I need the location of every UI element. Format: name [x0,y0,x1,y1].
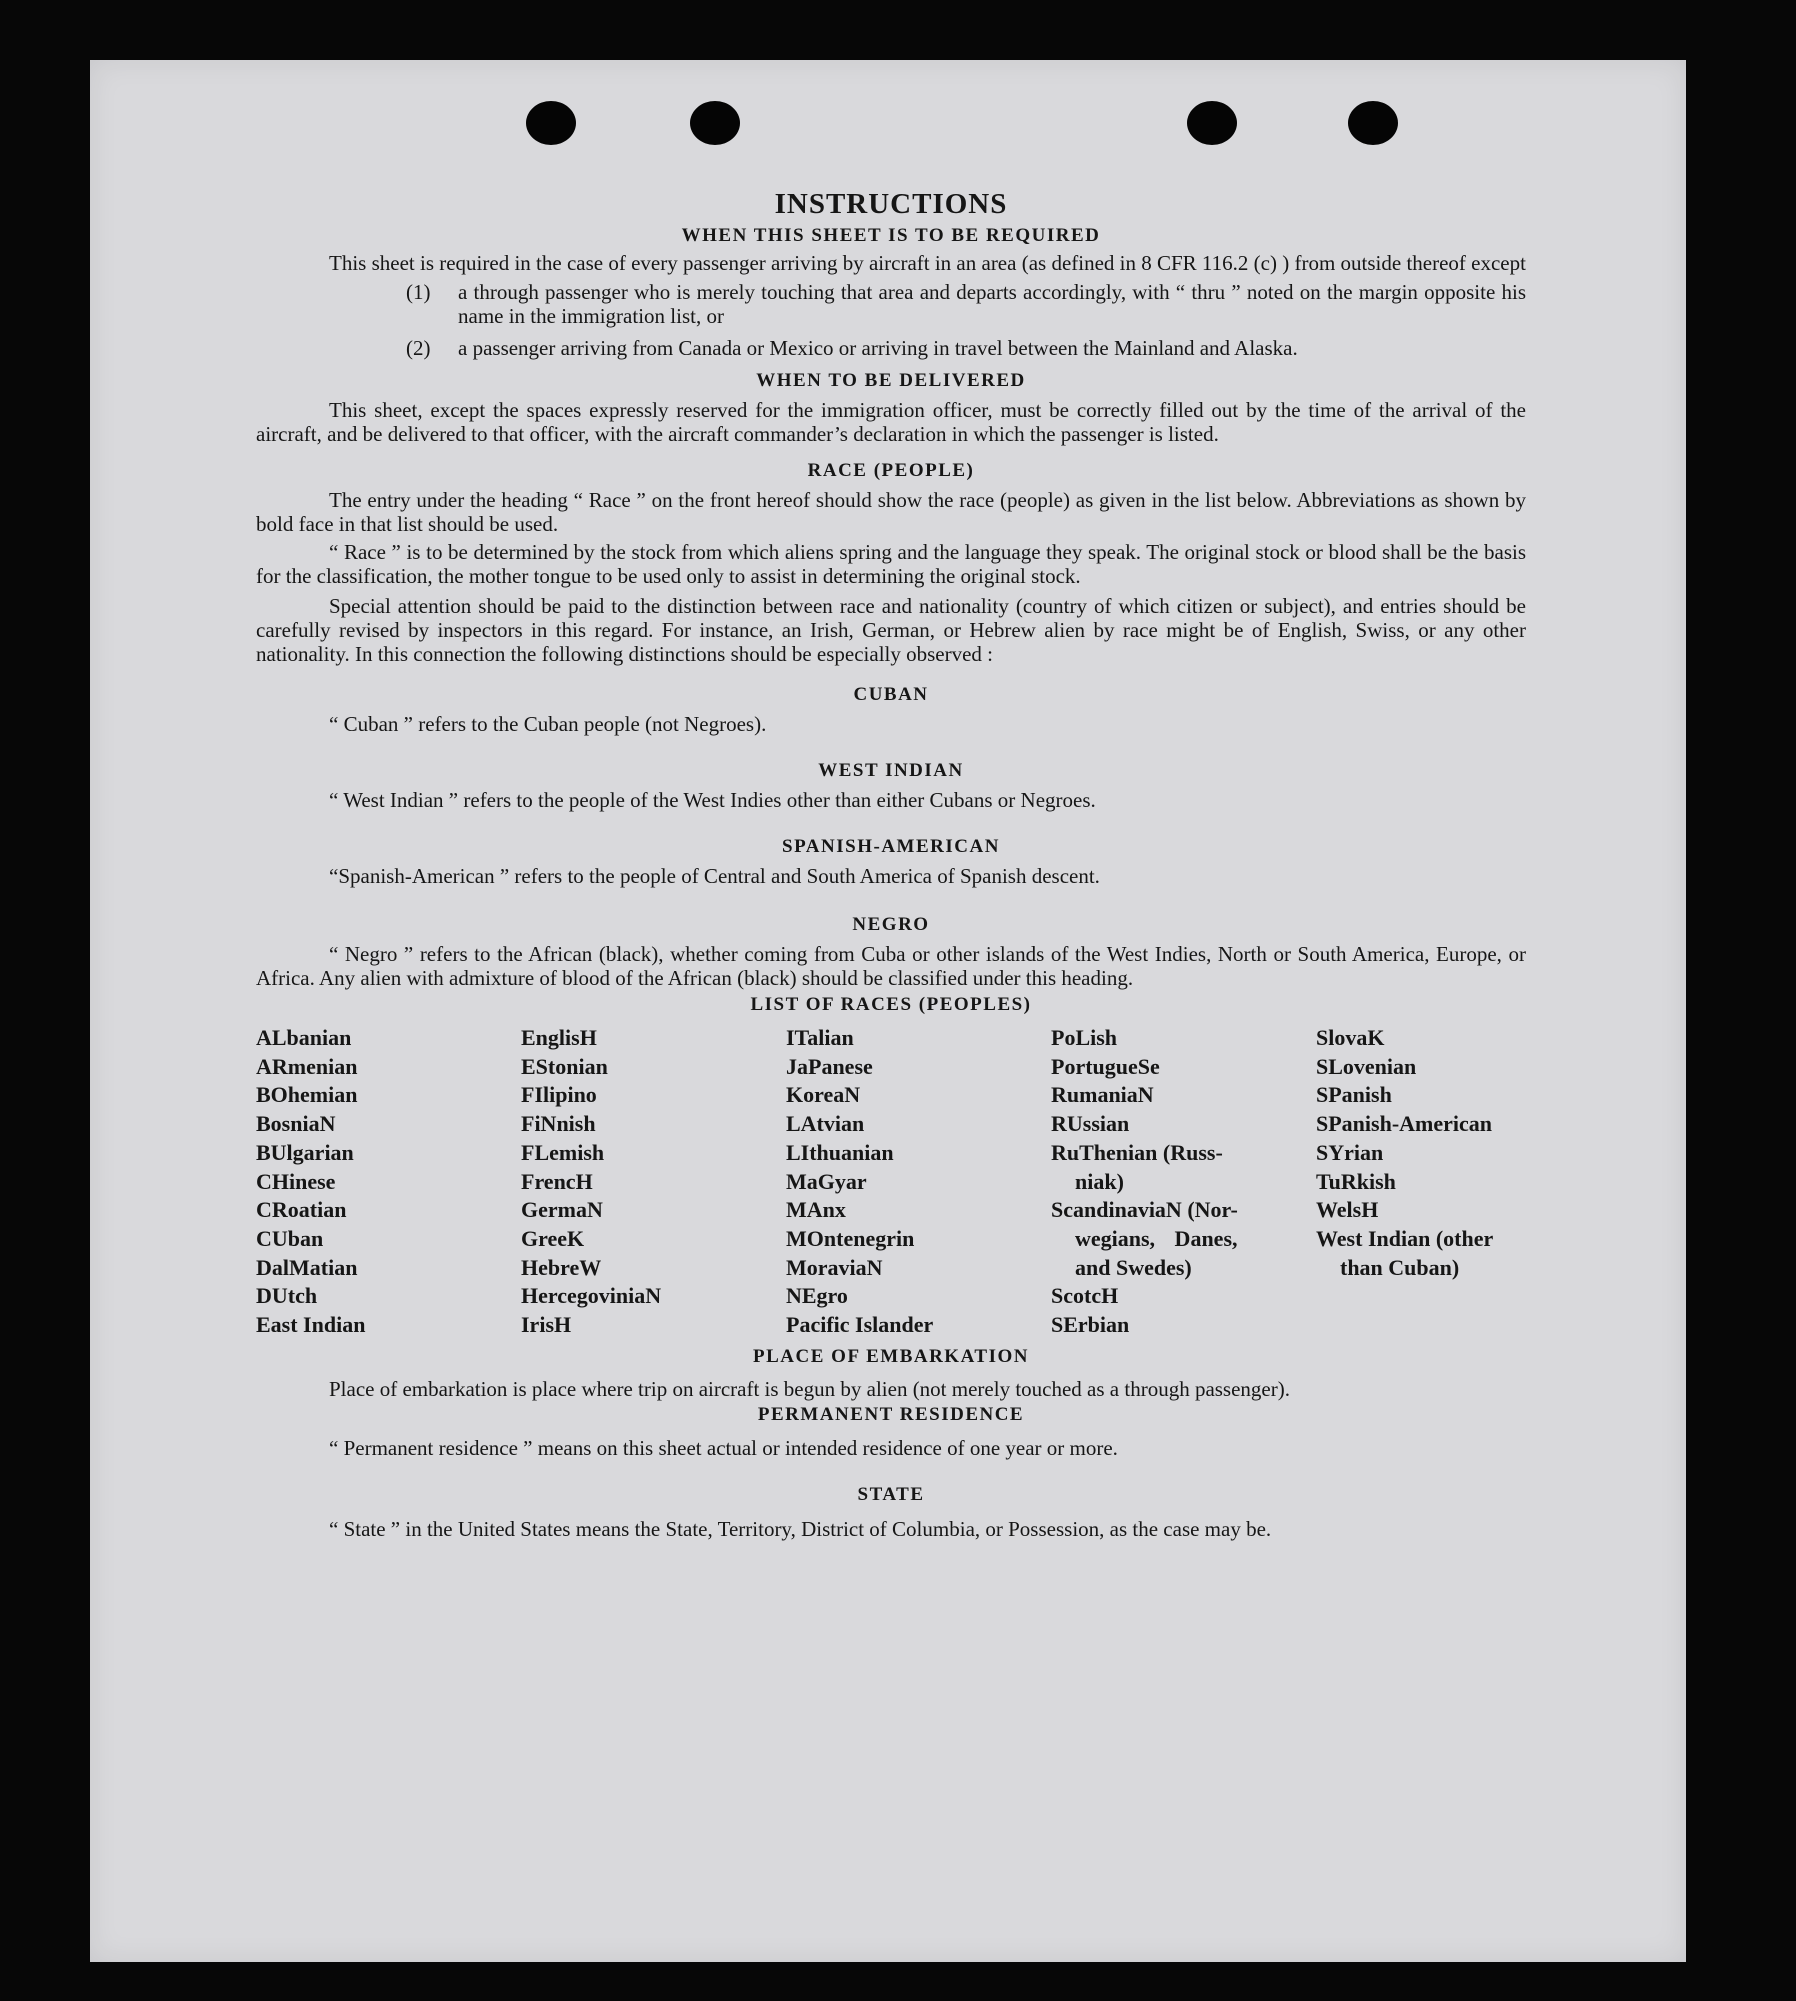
punch-hole-1 [526,101,576,145]
race-item: ITalian [786,1025,854,1050]
race-item: EStonian [521,1053,608,1079]
heading-state: STATE [857,1483,925,1505]
condition-2-text: a passenger arriving from Canada or Mexico or arriving in travel between the Mainland and Alaska. [458,336,1298,360]
race-item: DUtch [256,1283,318,1309]
race-item: BOhemian [256,1082,358,1108]
heading-when-delivered: WHEN TO BE DELIVERED [756,370,1026,391]
race-item: SLovenian [1316,1053,1417,1079]
race-item: BUlgarian [256,1139,354,1165]
punch-hole-2 [690,101,740,145]
state-text: “ State ” in the United States means the State, Territory, District of Columbia, or Possession, as the case may be. [329,1516,1272,1541]
race-item: DalMatian [256,1254,358,1280]
races-column-2 [521,1024,786,1340]
condition-1 [406,280,1526,328]
west-indian-text: “ West Indian ” refers to the people of the West Indies other than either Cubans or Negroes. [329,788,1096,812]
place-of-embarkation-text: Place of embarkation is place where trip on aircraft is begun by alien (not merely touched as a through passenger). [329,1376,1290,1401]
document-sheet [90,60,1686,1962]
when-delivered-text: This sheet, except the spaces expressly reserved for the immigration officer, must be correctly filled out by the time of the arrival of the aircraft, and be delivered to that officer, with the aircraft commander’s declaration in which the passenger is listed. [256,398,1526,446]
race-item: FLemish [521,1139,605,1165]
races-column-3 [786,1024,1051,1340]
page-title: INSTRUCTIONS [774,188,1008,220]
negro-text: “ Negro ” refers to the African (black), whether coming from Cuba or other islands of the West Indies, North or South America, Europe, or Africa. Any alien with admixture of blood of the African (black) should be classified under this heading. [256,942,1526,990]
race-item: MaGyar [786,1168,867,1194]
race-item: WelsH [1316,1197,1379,1223]
race-item: FiNnish [521,1111,596,1137]
heading-permanent-residence: PERMANENT RESIDENCE [757,1403,1025,1425]
race-item: East Indian [256,1312,366,1338]
condition-1-number: (1) [406,280,431,304]
race-item: JaPanese [786,1053,873,1079]
race-item: wegians, Danes, [1075,1225,1238,1251]
cuban-text: “ Cuban ” refers to the Cuban people (not Negroes). [329,712,767,736]
race-item: ScotcH [1051,1283,1119,1309]
race-item: RumaniaN [1051,1082,1154,1108]
heading-list-of-races: LIST OF RACES (PEOPLES) [750,994,1032,1015]
race-item: TuRkish [1316,1168,1396,1194]
race-item: SlovaK [1316,1025,1385,1050]
race-item: MAnx [786,1197,846,1223]
race-item: FIlipino [521,1082,597,1108]
race-item: CUban [256,1225,324,1251]
race-item: SPanish-American [1316,1111,1492,1137]
race-item: SErbian [1051,1312,1130,1338]
race-item: Pacific Islander [786,1312,934,1338]
race-item: MOntenegrin [786,1225,915,1251]
condition-2-number: (2) [406,336,431,360]
heading-race: RACE (PEOPLE) [807,460,975,481]
race-item: HebreW [521,1254,602,1280]
races-column-4 [1051,1024,1316,1340]
permanent-residence-text: “ Permanent residence ” means on this sheet actual or intended residence of one year or more. [329,1435,1118,1460]
race-item: RUssian [1051,1111,1130,1137]
heading-when-required: WHEN THIS SHEET IS TO BE REQUIRED [681,225,1101,246]
race-item: SYrian [1316,1139,1384,1165]
race-item: NEgro [786,1283,848,1309]
race-item: than Cuban) [1340,1254,1460,1280]
race-paragraph-3: Special attention should be paid to the distinction between race and nationality (country of which citizen or subject), and entries should be carefully revised by inspectors in this regard. For instance, an Irish, German, or Hebrew alien by race might be of English, Swiss, or any other nationality. In this connection the following distinctions should be especially observed : [256,594,1526,666]
document-content [256,188,1526,1544]
race-item: West Indian (other [1316,1225,1494,1251]
race-paragraph-1: The entry under the heading “ Race ” on the front hereof should show the race (people) as given in the list below. Abbreviations as shown by bold face in that list should be used. [256,488,1526,536]
heading-west-indian: WEST INDIAN [818,760,964,781]
race-item: GermaN [521,1197,603,1223]
race-item: LIthuanian [786,1139,894,1165]
spanish-american-text: “Spanish-American ” refers to the people of Central and South America of Spanish descent. [329,864,1100,888]
race-item: CRoatian [256,1197,347,1223]
race-item: PoLish [1051,1025,1118,1050]
race-item: ARmenian [256,1053,358,1079]
heading-place-of-embarkation: PLACE OF EMBARKATION [753,1345,1029,1367]
heading-spanish-american: SPANISH-AMERICAN [782,836,1000,857]
race-item: LAtvian [786,1111,865,1137]
heading-cuban: CUBAN [853,684,929,705]
races-column-1 [256,1024,521,1340]
race-item: IrisH [521,1312,572,1338]
race-item: SPanish [1316,1082,1392,1108]
race-item: HercegoviniaN [521,1283,662,1309]
race-item: EnglisH [521,1025,597,1050]
races-column-5 [1316,1024,1526,1340]
race-item: CHinese [256,1168,336,1194]
race-item: PortugueSe [1051,1053,1160,1079]
when-required-intro: This sheet is required in the case of every passenger arriving by aircraft in an area (as defined in 8 CFR 116.2 (c) ) from outside thereof except [329,251,1526,275]
condition-2 [406,336,1526,360]
race-item: ScandinaviaN (Nor- [1051,1197,1238,1223]
race-item: BosniaN [256,1111,336,1137]
race-item: ALbanian [256,1025,352,1050]
race-item: GreeK [521,1225,585,1251]
race-item: niak) [1075,1168,1124,1194]
race-item: FrencH [521,1168,593,1194]
punch-hole-3 [1187,101,1237,145]
race-item: KoreaN [786,1082,861,1108]
punch-hole-4 [1348,101,1398,145]
condition-1-text: a through passenger who is merely touching that area and departs accordingly, with “ thru ” noted on the margin opposite his name in the immigration list, or [458,280,1526,328]
race-item: MoraviaN [786,1254,883,1280]
race-item: RuThenian (Russ- [1051,1139,1223,1165]
race-item: and Swedes) [1075,1254,1192,1280]
races-table [256,1024,1526,1340]
race-paragraph-2: “ Race ” is to be determined by the stock from which aliens spring and the language they speak. The original stock or blood shall be the basis for the classification, the mother tongue to be used only to assist in determining the original stock. [256,540,1526,588]
heading-negro: NEGRO [852,914,930,935]
